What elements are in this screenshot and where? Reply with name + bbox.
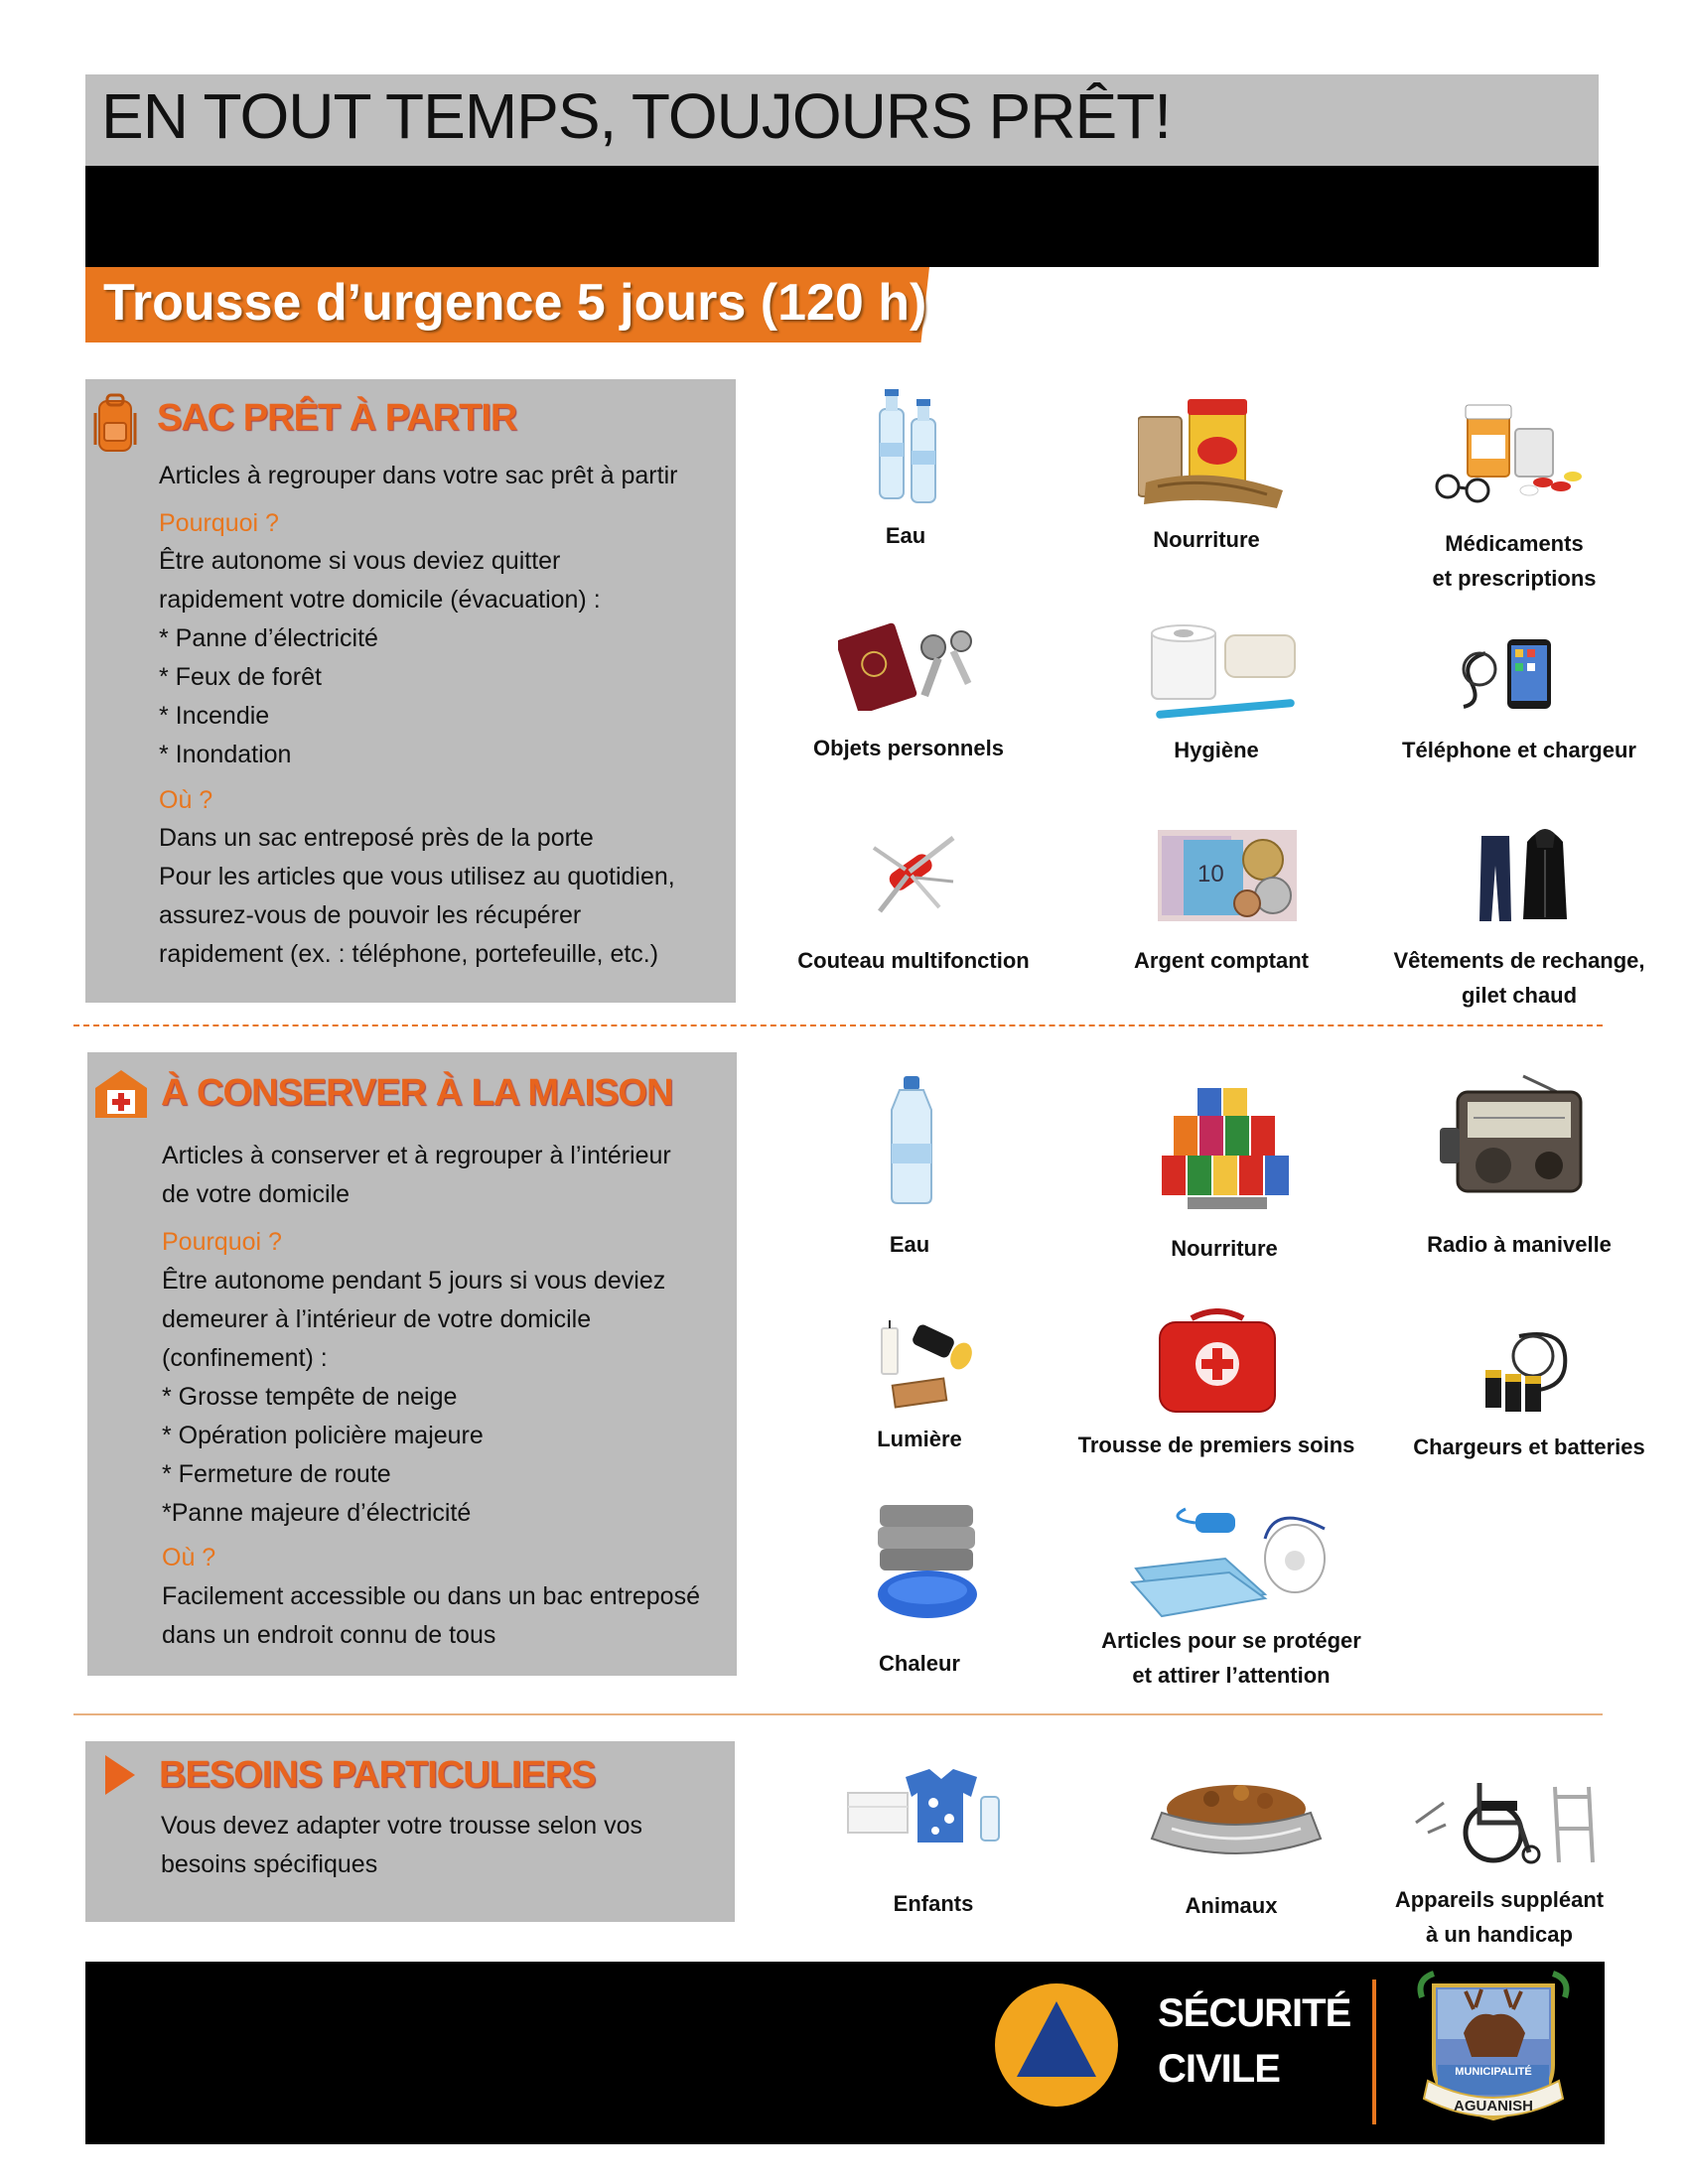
municipality-crest-icon (1414, 1970, 1573, 2136)
section-go-bag-where-line: Pour les articles que vous utilisez au quotidien, (159, 863, 675, 890)
canned-food-icon (1158, 1086, 1293, 1215)
item-caption: gilet chaud (1461, 983, 1578, 1008)
medication-icon (1434, 401, 1589, 508)
section-go-bag-why-line: Être autonome si vous deviez quitter (159, 547, 561, 575)
section-special-needs-line: besoins spécifiques (161, 1850, 378, 1878)
first-aid-kit-icon (1156, 1308, 1279, 1418)
item-caption: Radio à manivelle (1427, 1232, 1612, 1257)
blankets-icon (872, 1501, 981, 1622)
cash-icon (1158, 830, 1297, 921)
play-triangle-icon (103, 1753, 137, 1797)
flashlight-candle-icon (874, 1316, 973, 1414)
item-caption: et attirer l’attention (1132, 1663, 1331, 1688)
item-caption: Eau (885, 523, 926, 548)
water-bottles-icon (872, 387, 943, 506)
item-caption: Appareils suppléant (1394, 1887, 1605, 1912)
section-home-bullet: * Fermeture de route (162, 1460, 391, 1488)
section-special-needs-line: Vous devez adapter votre trousse selon vos (161, 1812, 643, 1840)
section-go-bag-why-label: Pourquoi ? (159, 509, 279, 537)
section-home-why-line: (confinement) : (162, 1344, 328, 1372)
item-caption: Objets personnels (813, 736, 1004, 760)
water-bottle-icon (886, 1074, 937, 1205)
backpack-icon (91, 393, 139, 455)
passport-keys-icon (838, 619, 987, 711)
multitool-knife-icon (870, 832, 959, 917)
hygiene-icon (1148, 623, 1309, 723)
section-home-where-line: dans un endroit connu de tous (162, 1621, 496, 1649)
section-go-bag-title: SAC PRÊT À PARTIR (157, 397, 517, 439)
footer-logo-text: SÉCURITÉ (1158, 1991, 1351, 2035)
item-caption: à un handicap (1426, 1922, 1573, 1947)
item-caption: Trousse de premiers soins (1077, 1433, 1355, 1457)
crest-text: MUNICIPALITÉ (1455, 2066, 1532, 2078)
wheelchair-walker-icon (1410, 1773, 1599, 1866)
section-home-intro-line: Articles à conserver et à regrouper à l’intérieur (162, 1142, 671, 1169)
section-home-where-line: Facilement accessible ou dans un bac entreposé (162, 1582, 700, 1610)
section-go-bag-bullet: * Incendie (159, 702, 270, 730)
section-home-title: À CONSERVER À LA MAISON (161, 1072, 673, 1114)
section-home-bullet: * Grosse tempête de neige (162, 1383, 458, 1411)
item-caption: Eau (889, 1232, 930, 1257)
section-go-bag-bullet: * Inondation (159, 741, 292, 768)
header-black-band (85, 166, 1599, 267)
item-caption: Nourriture (1171, 1236, 1278, 1261)
phone-charger-icon (1456, 633, 1559, 713)
section-divider (73, 1713, 1603, 1715)
section-go-bag-where-line: assurez-vous de pouvoir les récupérer (159, 901, 582, 929)
section-go-bag-where-label: Où ? (159, 786, 213, 814)
section-go-bag-bullet: * Feux de forêt (159, 663, 322, 691)
item-caption: Enfants (893, 1891, 974, 1916)
footer-logo-text: CIVILE (1158, 2047, 1280, 2091)
food-icon (1138, 395, 1287, 512)
section-home-intro-line: de votre domicile (162, 1180, 350, 1208)
section-go-bag-why-line: rapidement votre domicile (évacuation) : (159, 586, 601, 614)
section-go-bag-bullet: * Panne d’électricité (159, 624, 378, 652)
page-subtitle: Trousse d’urgence 5 jours (120 h) (103, 274, 927, 332)
item-caption: Médicaments (1445, 531, 1584, 556)
section-home-bullet: * Opération policière majeure (162, 1422, 484, 1449)
baby-items-icon (846, 1763, 1005, 1854)
footer-bar (85, 1962, 1605, 2144)
crank-radio-icon (1438, 1072, 1587, 1203)
item-caption: Vêtements de rechange, (1393, 948, 1645, 973)
chargers-batteries-icon (1479, 1326, 1577, 1418)
section-go-bag-intro: Articles à regrouper dans votre sac prêt à partir (159, 462, 678, 489)
civil-security-logo-icon (993, 1981, 1120, 2109)
whistle-mask-icon (1126, 1499, 1340, 1622)
item-caption: Téléphone et chargeur (1402, 738, 1636, 762)
section-home-where-label: Où ? (162, 1544, 216, 1571)
item-caption: Nourriture (1153, 527, 1260, 552)
section-special-needs-title: BESOINS PARTICULIERS (159, 1754, 596, 1796)
item-caption: Articles pour se protéger (1101, 1628, 1361, 1653)
item-caption: Chargeurs et batteries (1413, 1434, 1645, 1459)
section-home-why-line: demeurer à l’intérieur de votre domicile (162, 1305, 592, 1333)
footer-separator (1372, 1979, 1376, 2124)
item-caption: Hygiène (1174, 738, 1259, 762)
section-go-bag-where-line: rapidement (ex. : téléphone, portefeuille, etc.) (159, 940, 659, 968)
section-divider (73, 1024, 1603, 1026)
item-caption: Chaleur (879, 1651, 960, 1676)
section-home-why-label: Pourquoi ? (162, 1228, 282, 1256)
section-go-bag-where-line: Dans un sac entreposé près de la porte (159, 824, 594, 852)
section-home-why-line: Être autonome pendant 5 jours si vous deviez (162, 1267, 666, 1295)
section-home-bullet: *Panne majeure d’électricité (162, 1499, 472, 1527)
crest-text: AGUANISH (1453, 2098, 1534, 2115)
item-caption: Lumière (877, 1427, 962, 1451)
pet-bowl-icon (1142, 1777, 1331, 1860)
item-caption: et prescriptions (1432, 566, 1597, 591)
svg-text:10: 10 (1197, 861, 1224, 887)
clothes-icon (1474, 826, 1569, 925)
item-caption: Animaux (1185, 1893, 1278, 1918)
item-caption: Argent comptant (1134, 948, 1309, 973)
page-title: EN TOUT TEMPS, TOUJOURS PRÊT! (101, 80, 1171, 152)
house-first-aid-icon (91, 1068, 151, 1120)
item-caption: Couteau multifonction (797, 948, 1030, 973)
